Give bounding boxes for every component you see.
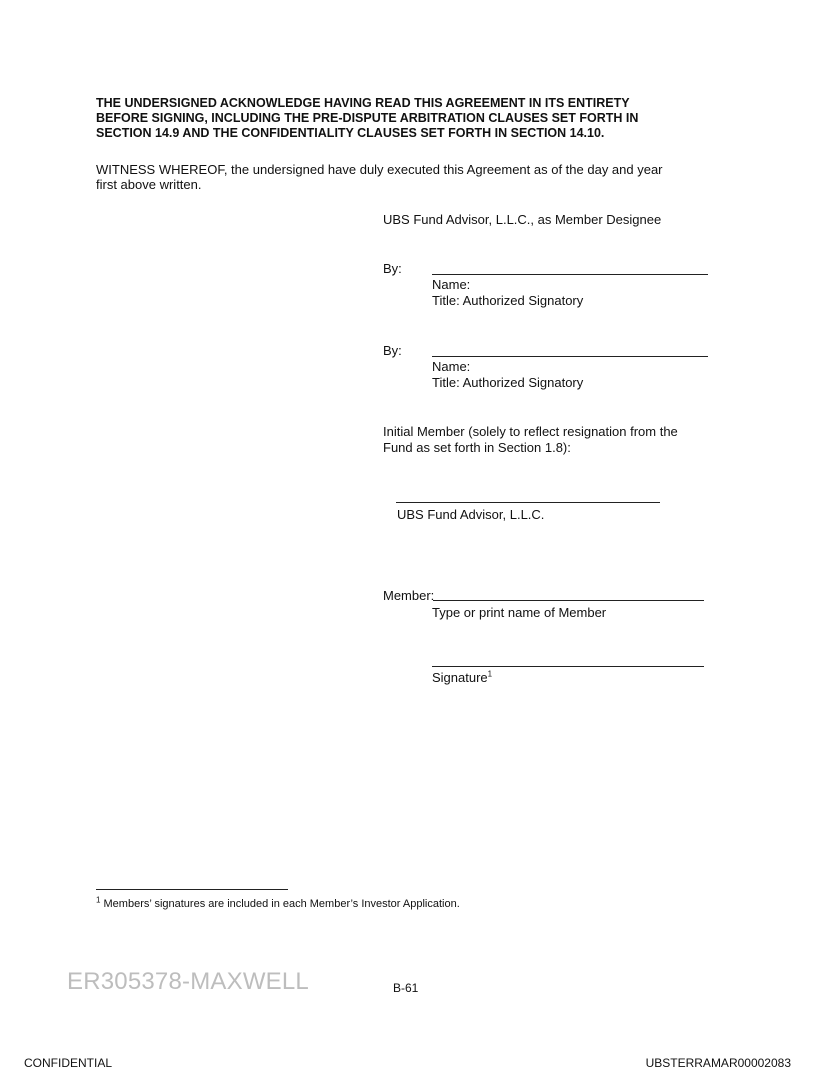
witness-paragraph xyxy=(96,162,736,192)
member-signature-caption xyxy=(432,670,492,685)
acknowledgement-line-1: THE UNDERSIGNED ACKNOWLEDGE HAVING READ THIS AGREEMENT IN ITS ENTIRETY xyxy=(96,96,630,110)
signer-1-name-label: Name: xyxy=(432,277,471,292)
initial-member-signature-line[interactable] xyxy=(396,502,660,503)
footnote-text: Members’ signatures are included in each Member’s Investor Application. xyxy=(103,898,460,910)
signer-1-signature-line[interactable] xyxy=(432,274,708,275)
signer-2-signature-line[interactable] xyxy=(432,356,708,357)
page-number: B-61 xyxy=(393,981,419,995)
witness-line-1: WITNESS WHEREOF, the undersigned have duly executed this Agreement as of the day and year xyxy=(96,162,663,177)
member-name-line[interactable] xyxy=(433,600,704,601)
acknowledgement-line-2: BEFORE SIGNING, INCLUDING THE PRE-DISPUTE ARBITRATION CLAUSES SET FORTH IN xyxy=(96,111,639,125)
footnote xyxy=(96,895,460,911)
initial-member-line-1: Initial Member (solely to reflect resignation from the xyxy=(383,424,678,439)
signer-2-by-label: By: xyxy=(383,343,402,358)
signer-1-title-label: Title: Authorized Signatory xyxy=(432,293,584,308)
witness-line-2: first above written. xyxy=(96,177,202,192)
signature-footnote-mark: 1 xyxy=(487,669,493,679)
footnote-separator xyxy=(96,889,288,890)
member-label: Member: xyxy=(383,588,435,603)
signer-1-by-label: By: xyxy=(383,261,402,276)
initial-member-line-2: Fund as set forth in Section 1.8): xyxy=(383,440,571,455)
bates-watermark: ER305378-MAXWELL xyxy=(67,968,309,995)
member-signature-label: Signature xyxy=(432,670,488,685)
acknowledgement-paragraph xyxy=(96,96,736,141)
member-signature-line[interactable] xyxy=(432,666,704,667)
footer-bates-number: UBSTERRAMAR00002083 xyxy=(645,1056,791,1070)
designee-heading: UBS Fund Advisor, L.L.C., as Member Designee xyxy=(383,212,662,227)
signer-2-name-label: Name: xyxy=(432,359,471,374)
member-type-name-label: Type or print name of Member xyxy=(432,605,607,620)
signer-2-title-label: Title: Authorized Signatory xyxy=(432,375,584,390)
acknowledgement-line-3: SECTION 14.9 AND THE CONFIDENTIALITY CLAUSES SET FORTH IN SECTION 14.10. xyxy=(96,126,605,140)
initial-member-signer-name: UBS Fund Advisor, L.L.C. xyxy=(397,507,545,522)
footnote-mark: 1 xyxy=(96,895,101,905)
footer-confidential: CONFIDENTIAL xyxy=(24,1056,113,1070)
